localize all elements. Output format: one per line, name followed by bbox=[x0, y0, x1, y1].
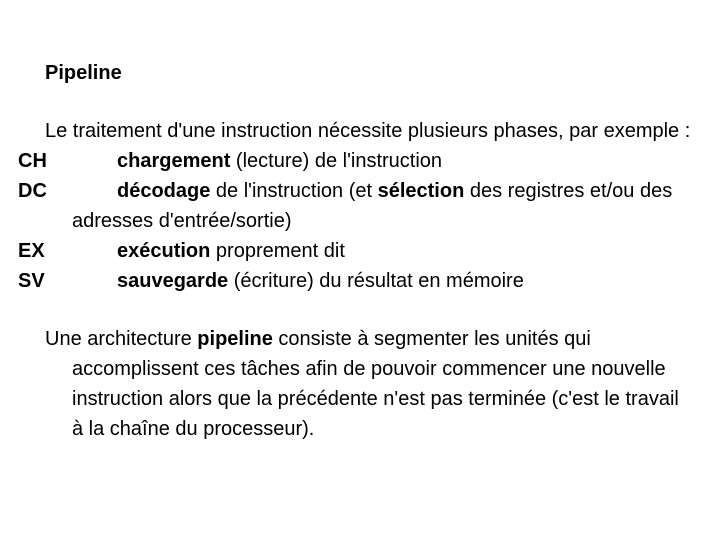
phase-term: sélection bbox=[377, 180, 465, 202]
phase-term: sauvegarde bbox=[117, 270, 229, 292]
conclusion-text: consiste à segmenter les unités qui accomplissent ces tâches afin de pouvoir commencer une nouvelle instruction alors que la précédente n'est pas terminée (c'est le travail à la chaîne du processeur). bbox=[72, 328, 679, 440]
phase-code: DC bbox=[18, 180, 47, 202]
phase-item-sv bbox=[18, 266, 695, 296]
phase-item-ex bbox=[18, 236, 695, 266]
spacer bbox=[45, 88, 695, 116]
phase-code: CH bbox=[18, 150, 47, 172]
phase-term: décodage bbox=[117, 180, 211, 202]
phase-item-dc bbox=[18, 176, 695, 236]
conclusion-text: Une architecture bbox=[45, 328, 198, 350]
conclusion-paragraph bbox=[45, 324, 695, 444]
phase-desc: des registres et/ou des adresses d'entrée/sortie) bbox=[72, 180, 673, 232]
slide-content bbox=[18, 58, 695, 444]
phase-desc: (écriture) du résultat en mémoire bbox=[228, 270, 524, 292]
phase-desc: de l'instruction (et bbox=[210, 180, 378, 202]
phase-list bbox=[18, 146, 695, 296]
phase-term: exécution bbox=[117, 240, 211, 262]
phase-term: chargement bbox=[117, 150, 231, 172]
phase-desc: proprement dit bbox=[210, 240, 345, 262]
page-title: Pipeline bbox=[45, 62, 122, 84]
intro-paragraph: Le traitement d'une instruction nécessite plusieurs phases, par exemple : bbox=[45, 120, 691, 142]
phase-code: EX bbox=[18, 240, 45, 262]
phase-code: SV bbox=[18, 270, 45, 292]
conclusion-term: pipeline bbox=[197, 328, 273, 350]
spacer bbox=[45, 296, 695, 324]
phase-item-ch bbox=[18, 146, 695, 176]
phase-desc: (lecture) de l'instruction bbox=[230, 150, 443, 172]
